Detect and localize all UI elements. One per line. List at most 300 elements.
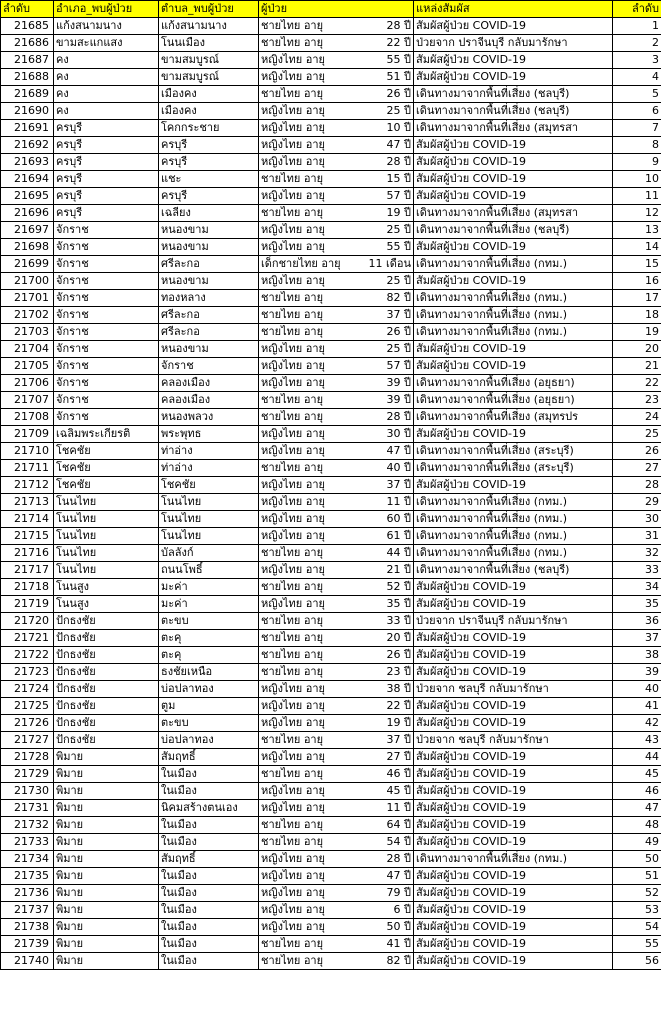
patient-cell xyxy=(259,919,414,936)
patient-age: 23 ปี xyxy=(386,665,411,678)
patient-desc: ชายไทย อายุ xyxy=(261,614,324,627)
patient-age: 38 ปี xyxy=(386,682,411,695)
district-cell: ปักธงชัย xyxy=(54,613,159,630)
district-cell: โชคชัย xyxy=(54,443,159,460)
patient-desc: หญิงไทย อายุ xyxy=(261,784,325,797)
patient-cell xyxy=(259,239,414,256)
district-cell: โนนไทย xyxy=(54,562,159,579)
case-id-cell: 21739 xyxy=(1,936,54,953)
table-row xyxy=(1,664,661,681)
seq-cell: 13 xyxy=(613,222,661,239)
district-cell: จักราช xyxy=(54,324,159,341)
subdistrict-cell: ในเมือง xyxy=(159,766,259,783)
patient-desc: หญิงไทย อายุ xyxy=(261,801,325,814)
case-id-cell: 21733 xyxy=(1,834,54,851)
case-id-cell: 21737 xyxy=(1,902,54,919)
source-cell: สัมผัสผู้ป่วย COVID-19 xyxy=(414,715,613,732)
subdistrict-cell: ท่าอ่าง xyxy=(159,460,259,477)
patient-age: 25 ปี xyxy=(386,104,411,117)
subdistrict-cell: หนองขาม xyxy=(159,239,259,256)
subdistrict-cell: ตูม xyxy=(159,698,259,715)
subdistrict-cell: โนนเมือง xyxy=(159,35,259,52)
subdistrict-cell: ขามสมบูรณ์ xyxy=(159,69,259,86)
patient-desc: ชายไทย อายุ xyxy=(261,954,324,967)
patient-age: 39 ปี xyxy=(386,393,411,406)
table-body xyxy=(1,18,661,970)
seq-cell: 34 xyxy=(613,579,661,596)
patient-age: 54 ปี xyxy=(386,835,411,848)
source-cell: สัมผัสผู้ป่วย COVID-19 xyxy=(414,171,613,188)
patient-desc: ชายไทย อายุ xyxy=(261,665,324,678)
patient-cell xyxy=(259,273,414,290)
seq-cell: 11 xyxy=(613,188,661,205)
subdistrict-cell: ตะคุ xyxy=(159,647,259,664)
district-cell: พิมาย xyxy=(54,953,159,970)
case-id-cell: 21705 xyxy=(1,358,54,375)
case-id-cell: 21730 xyxy=(1,783,54,800)
patient-cell xyxy=(259,851,414,868)
patient-age: 26 ปี xyxy=(386,87,411,100)
seq-cell: 22 xyxy=(613,375,661,392)
patient-cell xyxy=(259,341,414,358)
patient-age: 28 ปี xyxy=(386,852,411,865)
patient-age: 28 ปี xyxy=(386,155,411,168)
patient-cell xyxy=(259,868,414,885)
patient-desc: หญิงไทย อายุ xyxy=(261,138,325,151)
source-cell: สัมผัสผู้ป่วย COVID-19 xyxy=(414,188,613,205)
patient-age: 25 ปี xyxy=(386,223,411,236)
table-row xyxy=(1,511,661,528)
patient-age: 20 ปี xyxy=(386,631,411,644)
source-cell: สัมผัสผู้ป่วย COVID-19 xyxy=(414,800,613,817)
patient-cell xyxy=(259,698,414,715)
source-cell: เดินทางมาจากพื้นที่เสี่ยง (สระบุรี) xyxy=(414,443,613,460)
patient-desc: หญิงไทย อายุ xyxy=(261,223,325,236)
district-cell: พิมาย xyxy=(54,817,159,834)
seq-cell: 5 xyxy=(613,86,661,103)
table-row xyxy=(1,528,661,545)
source-cell: เดินทางมาจากพื้นที่เสี่ยง (กทม.) xyxy=(414,511,613,528)
patient-cell xyxy=(259,222,414,239)
source-cell: สัมผัสผู้ป่วย COVID-19 xyxy=(414,426,613,443)
table-row xyxy=(1,851,661,868)
source-cell: เดินทางมาจากพื้นที่เสี่ยง (ชลบุรี) xyxy=(414,562,613,579)
case-id-cell: 21703 xyxy=(1,324,54,341)
patient-cell xyxy=(259,613,414,630)
table-row xyxy=(1,460,661,477)
district-cell: พิมาย xyxy=(54,834,159,851)
subdistrict-cell: ในเมือง xyxy=(159,953,259,970)
header-patient: ผู้ป่วย xyxy=(259,1,414,18)
source-cell: สัมผัสผู้ป่วย COVID-19 xyxy=(414,52,613,69)
subdistrict-cell: ธงชัยเหนือ xyxy=(159,664,259,681)
subdistrict-cell: ถนนโพธิ์ xyxy=(159,562,259,579)
patient-age: 47 ปี xyxy=(386,869,411,882)
patient-desc: หญิงไทย อายุ xyxy=(261,920,325,933)
table-row xyxy=(1,324,661,341)
table-row xyxy=(1,86,661,103)
patient-cell xyxy=(259,188,414,205)
patient-desc: หญิงไทย อายุ xyxy=(261,53,325,66)
patient-cell xyxy=(259,511,414,528)
table-row xyxy=(1,137,661,154)
patient-cell xyxy=(259,120,414,137)
source-cell: เดินทางมาจากพื้นที่เสี่ยง (กทม.) xyxy=(414,545,613,562)
table-row xyxy=(1,579,661,596)
district-cell: จักราช xyxy=(54,239,159,256)
district-cell: พิมาย xyxy=(54,868,159,885)
case-id-cell: 21707 xyxy=(1,392,54,409)
patient-desc: ชายไทย อายุ xyxy=(261,410,324,423)
source-cell: สัมผัสผู้ป่วย COVID-19 xyxy=(414,630,613,647)
table-row xyxy=(1,205,661,222)
source-cell: ป่วยจาก ปราจีนบุรี กลับมารักษา xyxy=(414,613,613,630)
district-cell: โนนสูง xyxy=(54,579,159,596)
district-cell: ปักธงชัย xyxy=(54,681,159,698)
subdistrict-cell: ในเมือง xyxy=(159,885,259,902)
patient-age: 19 ปี xyxy=(386,716,411,729)
patient-cell xyxy=(259,171,414,188)
patient-cell xyxy=(259,953,414,970)
district-cell: ครบุรี xyxy=(54,205,159,222)
source-cell: เดินทางมาจากพื้นที่เสี่ยง (ชลบุรี) xyxy=(414,103,613,120)
table-row xyxy=(1,936,661,953)
source-cell: เดินทางมาจากพื้นที่เสี่ยง (กทม.) xyxy=(414,307,613,324)
patient-age: 51 ปี xyxy=(386,70,411,83)
patient-desc: หญิงไทย อายุ xyxy=(261,342,325,355)
subdistrict-cell: โนนไทย xyxy=(159,494,259,511)
table-row xyxy=(1,817,661,834)
patient-age: 25 ปี xyxy=(386,342,411,355)
case-id-cell: 21734 xyxy=(1,851,54,868)
patient-desc: หญิงไทย อายุ xyxy=(261,716,325,729)
patient-desc: ชายไทย อายุ xyxy=(261,291,324,304)
patient-cell xyxy=(259,936,414,953)
table-row xyxy=(1,885,661,902)
case-id-cell: 21709 xyxy=(1,426,54,443)
case-id-cell: 21711 xyxy=(1,460,54,477)
patient-cell xyxy=(259,205,414,222)
subdistrict-cell: บ่อปลาทอง xyxy=(159,681,259,698)
district-cell: ปักธงชัย xyxy=(54,698,159,715)
district-cell: โชคชัย xyxy=(54,477,159,494)
source-cell: เดินทางมาจากพื้นที่เสี่ยง (สมุทรปร xyxy=(414,409,613,426)
source-cell: เดินทางมาจากพื้นที่เสี่ยง (กทม.) xyxy=(414,324,613,341)
seq-cell: 36 xyxy=(613,613,661,630)
patient-desc: ชายไทย อายุ xyxy=(261,461,324,474)
patient-desc: ชายไทย อายุ xyxy=(261,818,324,831)
subdistrict-cell: คลองเมือง xyxy=(159,375,259,392)
subdistrict-cell: โนนไทย xyxy=(159,511,259,528)
subdistrict-cell: บ่อปลาทอง xyxy=(159,732,259,749)
patient-desc: ชายไทย อายุ xyxy=(261,733,324,746)
table-row xyxy=(1,834,661,851)
table-row xyxy=(1,562,661,579)
patient-age: 15 ปี xyxy=(386,172,411,185)
patient-age: 11 ปี xyxy=(386,801,411,814)
table-row xyxy=(1,222,661,239)
seq-cell: 49 xyxy=(613,834,661,851)
subdistrict-cell: แชะ xyxy=(159,171,259,188)
subdistrict-cell: ตะขบ xyxy=(159,613,259,630)
district-cell: ปักธงชัย xyxy=(54,647,159,664)
seq-cell: 18 xyxy=(613,307,661,324)
subdistrict-cell: ตะคุ xyxy=(159,630,259,647)
subdistrict-cell: ขามสมบูรณ์ xyxy=(159,52,259,69)
patient-desc: หญิงไทย อายุ xyxy=(261,750,325,763)
source-cell: สัมผัสผู้ป่วย COVID-19 xyxy=(414,358,613,375)
patient-desc: ชายไทย อายุ xyxy=(261,835,324,848)
district-cell: จักราช xyxy=(54,375,159,392)
seq-cell: 16 xyxy=(613,273,661,290)
seq-cell: 28 xyxy=(613,477,661,494)
seq-cell: 19 xyxy=(613,324,661,341)
table-row xyxy=(1,953,661,970)
patient-desc: ชายไทย อายุ xyxy=(261,648,324,661)
patient-desc: ชายไทย อายุ xyxy=(261,546,324,559)
seq-cell: 33 xyxy=(613,562,661,579)
district-cell: จักราช xyxy=(54,409,159,426)
table-row xyxy=(1,800,661,817)
subdistrict-cell: มะค่า xyxy=(159,596,259,613)
patient-desc: หญิงไทย อายุ xyxy=(261,444,325,457)
district-cell: ครบุรี xyxy=(54,154,159,171)
patient-desc: ชายไทย อายุ xyxy=(261,206,324,219)
seq-cell: 39 xyxy=(613,664,661,681)
case-id-cell: 21738 xyxy=(1,919,54,936)
source-cell: เดินทางมาจากพื้นที่เสี่ยง (ชลบุรี) xyxy=(414,222,613,239)
case-id-cell: 21691 xyxy=(1,120,54,137)
patient-cell xyxy=(259,307,414,324)
table-row xyxy=(1,749,661,766)
patient-desc: หญิงไทย อายุ xyxy=(261,699,325,712)
district-cell: โนนไทย xyxy=(54,528,159,545)
table-row xyxy=(1,171,661,188)
table-row xyxy=(1,256,661,273)
source-cell: สัมผัสผู้ป่วย COVID-19 xyxy=(414,868,613,885)
subdistrict-cell: พระพุทธ xyxy=(159,426,259,443)
table-row xyxy=(1,647,661,664)
patient-age: 19 ปี xyxy=(386,206,411,219)
seq-cell: 32 xyxy=(613,545,661,562)
table-row xyxy=(1,681,661,698)
patient-age: 47 ปี xyxy=(386,444,411,457)
case-id-cell: 21701 xyxy=(1,290,54,307)
patient-cell xyxy=(259,358,414,375)
subdistrict-cell: ครบุรี xyxy=(159,137,259,154)
patient-cell xyxy=(259,766,414,783)
case-id-cell: 21725 xyxy=(1,698,54,715)
patient-age: 26 ปี xyxy=(386,325,411,338)
patient-desc: ชายไทย อายุ xyxy=(261,631,324,644)
patient-desc: หญิงไทย อายุ xyxy=(261,104,325,117)
patient-age: 11 ปี xyxy=(386,495,411,508)
district-cell: ปักธงชัย xyxy=(54,664,159,681)
patient-desc: หญิงไทย อายุ xyxy=(261,495,325,508)
seq-cell: 31 xyxy=(613,528,661,545)
patient-age: 57 ปี xyxy=(386,359,411,372)
table-row xyxy=(1,273,661,290)
subdistrict-cell: โนนไทย xyxy=(159,528,259,545)
case-id-cell: 21686 xyxy=(1,35,54,52)
case-id-cell: 21716 xyxy=(1,545,54,562)
case-id-cell: 21695 xyxy=(1,188,54,205)
table-row xyxy=(1,715,661,732)
patient-age: 47 ปี xyxy=(386,138,411,151)
table-row xyxy=(1,239,661,256)
patient-cell xyxy=(259,715,414,732)
subdistrict-cell: ในเมือง xyxy=(159,902,259,919)
source-cell: สัมผัสผู้ป่วย COVID-19 xyxy=(414,239,613,256)
patient-desc: ชายไทย อายุ xyxy=(261,19,324,32)
subdistrict-cell: เฉลียง xyxy=(159,205,259,222)
seq-cell: 30 xyxy=(613,511,661,528)
patient-desc: หญิงไทย อายุ xyxy=(261,274,325,287)
patient-cell xyxy=(259,783,414,800)
source-cell: เดินทางมาจากพื้นที่เสี่ยง (สมุทรสา xyxy=(414,205,613,222)
source-cell: เดินทางมาจากพื้นที่เสี่ยง (กทม.) xyxy=(414,256,613,273)
patient-cell xyxy=(259,528,414,545)
table-row xyxy=(1,18,661,35)
seq-cell: 45 xyxy=(613,766,661,783)
subdistrict-cell: สัมฤทธิ์ xyxy=(159,749,259,766)
patient-age: 60 ปี xyxy=(386,512,411,525)
case-id-cell: 21732 xyxy=(1,817,54,834)
patient-cell xyxy=(259,137,414,154)
district-cell: คง xyxy=(54,86,159,103)
district-cell: จักราช xyxy=(54,341,159,358)
patient-age: 10 ปี xyxy=(386,121,411,134)
district-cell: ปักธงชัย xyxy=(54,732,159,749)
case-id-cell: 21722 xyxy=(1,647,54,664)
patient-desc: ชายไทย อายุ xyxy=(261,767,324,780)
source-cell: สัมผัสผู้ป่วย COVID-19 xyxy=(414,698,613,715)
table-row xyxy=(1,392,661,409)
subdistrict-cell: ศรีละกอ xyxy=(159,307,259,324)
patient-cell xyxy=(259,630,414,647)
seq-cell: 7 xyxy=(613,120,661,137)
case-id-cell: 21687 xyxy=(1,52,54,69)
district-cell: คง xyxy=(54,103,159,120)
subdistrict-cell: ศรีละกอ xyxy=(159,256,259,273)
patient-cell xyxy=(259,103,414,120)
patient-cell xyxy=(259,817,414,834)
district-cell: จักราช xyxy=(54,392,159,409)
subdistrict-cell: หนองพลวง xyxy=(159,409,259,426)
case-id-cell: 21736 xyxy=(1,885,54,902)
case-id-cell: 21688 xyxy=(1,69,54,86)
patient-cell xyxy=(259,52,414,69)
seq-cell: 4 xyxy=(613,69,661,86)
seq-cell: 50 xyxy=(613,851,661,868)
district-cell: โชคชัย xyxy=(54,460,159,477)
subdistrict-cell: ในเมือง xyxy=(159,919,259,936)
patient-age: 35 ปี xyxy=(386,597,411,610)
table-row xyxy=(1,443,661,460)
patient-age: 46 ปี xyxy=(386,767,411,780)
patient-cell xyxy=(259,647,414,664)
patient-desc: ชายไทย อายุ xyxy=(261,172,324,185)
patient-cell xyxy=(259,800,414,817)
patient-age: 28 ปี xyxy=(386,410,411,423)
patient-age: 11 เดือน xyxy=(368,257,411,270)
patient-cell xyxy=(259,375,414,392)
source-cell: สัมผัสผู้ป่วย COVID-19 xyxy=(414,766,613,783)
table-row xyxy=(1,545,661,562)
case-id-cell: 21694 xyxy=(1,171,54,188)
source-cell: สัมผัสผู้ป่วย COVID-19 xyxy=(414,273,613,290)
seq-cell: 43 xyxy=(613,732,661,749)
table-row xyxy=(1,103,661,120)
district-cell: คง xyxy=(54,52,159,69)
subdistrict-cell: ศรีละกอ xyxy=(159,324,259,341)
case-id-cell: 21721 xyxy=(1,630,54,647)
subdistrict-cell: โคกกระชาย xyxy=(159,120,259,137)
case-id-cell: 21731 xyxy=(1,800,54,817)
district-cell: จักราช xyxy=(54,256,159,273)
patient-age: 21 ปี xyxy=(386,563,411,576)
table-row xyxy=(1,630,661,647)
patient-cell xyxy=(259,256,414,273)
patient-desc: หญิงไทย อายุ xyxy=(261,682,325,695)
patient-cell xyxy=(259,545,414,562)
patient-age: 52 ปี xyxy=(386,580,411,593)
patient-desc: ชายไทย อายุ xyxy=(261,308,324,321)
patient-cell xyxy=(259,579,414,596)
source-cell: สัมผัสผู้ป่วย COVID-19 xyxy=(414,477,613,494)
table-row xyxy=(1,375,661,392)
subdistrict-cell: แก้งสนามนาง xyxy=(159,18,259,35)
district-cell: โนนไทย xyxy=(54,494,159,511)
header-source: แหล่งสัมผัส xyxy=(414,1,613,18)
case-id-cell: 21714 xyxy=(1,511,54,528)
patient-cell xyxy=(259,324,414,341)
patient-age: 50 ปี xyxy=(386,920,411,933)
table-row xyxy=(1,919,661,936)
case-id-cell: 21712 xyxy=(1,477,54,494)
district-cell: โนนสูง xyxy=(54,596,159,613)
seq-cell: 37 xyxy=(613,630,661,647)
seq-cell: 1 xyxy=(613,18,661,35)
source-cell: สัมผัสผู้ป่วย COVID-19 xyxy=(414,18,613,35)
patient-age: 26 ปี xyxy=(386,648,411,661)
seq-cell: 3 xyxy=(613,52,661,69)
patient-cell xyxy=(259,596,414,613)
patient-desc: หญิงไทย อายุ xyxy=(261,70,325,83)
table-row xyxy=(1,596,661,613)
source-cell: สัมผัสผู้ป่วย COVID-19 xyxy=(414,579,613,596)
table-row xyxy=(1,426,661,443)
patient-age: 27 ปี xyxy=(386,750,411,763)
patient-cell xyxy=(259,154,414,171)
district-cell: เฉลิมพระเกียรติ xyxy=(54,426,159,443)
header-district: อำเภอ_พบผู้ป่วย xyxy=(54,1,159,18)
patient-cell xyxy=(259,392,414,409)
seq-cell: 17 xyxy=(613,290,661,307)
seq-cell: 46 xyxy=(613,783,661,800)
patient-age: 61 ปี xyxy=(386,529,411,542)
case-id-cell: 21735 xyxy=(1,868,54,885)
district-cell: พิมาย xyxy=(54,749,159,766)
case-id-cell: 21724 xyxy=(1,681,54,698)
patient-age: 22 ปี xyxy=(386,36,411,49)
subdistrict-cell: ครบุรี xyxy=(159,188,259,205)
table-row xyxy=(1,766,661,783)
seq-cell: 14 xyxy=(613,239,661,256)
patient-age: 30 ปี xyxy=(386,427,411,440)
source-cell: สัมผัสผู้ป่วย COVID-19 xyxy=(414,902,613,919)
case-id-cell: 21718 xyxy=(1,579,54,596)
